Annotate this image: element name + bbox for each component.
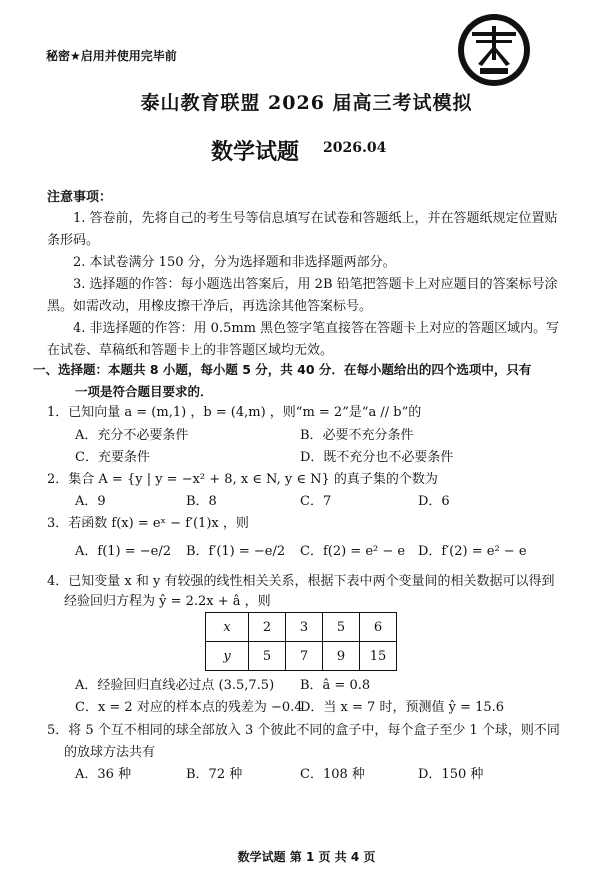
question-1-option-b: B．必要不充分条件 [300,428,414,443]
table-cell: 3 [286,613,323,642]
question-4-option-d: D．当 x = 7 时，预测值 ŷ = 15.6 [300,700,505,715]
question-3-option-a: A．f(1) = −e/2 [75,544,172,559]
data-table [205,612,397,671]
question-2-option-d: D．6 [418,494,450,509]
question-4-stem-line1: 4．已知变量 x 和 y 有较强的线性相关关系，根据下表中两个变量间的相关数据可以得到 [47,574,555,589]
subject-title: 数学试题 [211,140,300,165]
section-heading-line2: 一项是符合题目要求的． [75,384,213,399]
question-3-stem: 3．若函数 f(x) = eˣ − f′(1)x ，则 [47,516,249,531]
notice-item-4-text: 4. 非选择题的作答：用 0.5mm 黑色签字笔直接答在答题卡上对应的答题区域内。写在试卷、草稿纸和答题卡上的非答题区域均无效。 [47,321,560,358]
table-cell: 7 [286,642,323,671]
question-2-option-c: C．7 [300,494,332,509]
question-5-option-a: A．36 种 [75,767,132,782]
question-4-option-a: A．经验回归直线必过点 (3.5,7.5) [75,678,275,693]
question-3-option-b: B．f′(1) = −e/2 [186,544,286,559]
question-1-option-c: C．充要条件 [75,450,150,465]
question-2-option-b: B．8 [186,494,217,509]
institution-logo [456,12,532,88]
notice-item-3 [47,274,567,318]
question-5-option-b: B．72 种 [186,767,243,782]
question-5-stem-line2: 的放球方法共有 [64,745,156,760]
table-cell: 6 [360,613,397,642]
table-cell: 5 [323,613,360,642]
question-1-stem: 1．已知向量 a = (m,1) ，b = (4,m) ，则“m = 2”是“a // b”的 [47,405,422,420]
page-footer: 数学试题 第 1 页 共 4 页 [237,850,376,864]
table-cell: 15 [360,642,397,671]
question-1-option-a: A．充分不必要条件 [75,428,189,443]
question-2-stem: 2．集合 A = {y | y = −x² + 8, x ∈ N, y ∈ N} 的真子集的个数为 [47,472,438,487]
question-5-option-c: C．108 种 [300,767,365,782]
question-5-stem-line1: 5．将 5 个互不相同的球全部放入 3 个彼此不同的盒子中，每个盒子至少 1 个球，则不同 [47,723,560,738]
question-3-option-c: C．f(2) = e² − e [300,544,406,559]
table-row-x [206,613,397,642]
table-cell: 9 [323,642,360,671]
table-header-y: y [206,642,249,671]
notice-item-4 [47,318,567,362]
notice-item-1 [47,208,567,252]
notice-item-2-text: 2. 本试卷满分 150 分，分为选择题和非选择题两部分。 [73,255,396,270]
question-4-stem-line2: 经验回归方程为 ŷ = 2.2x + â ，则 [64,594,271,609]
exam-title: 泰山教育联盟 2026 届高三考试模拟 [140,92,473,114]
exam-date: 2026.04 [323,140,387,156]
question-4-option-b: B．â = 0.8 [300,678,371,693]
section-heading-line1: 一、选择题：本题共 8 小题，每小题 5 分，共 40 分．在每小题给出的四个选项中，只有 [33,362,532,377]
table-cell: 5 [249,642,286,671]
notice-item-3-text: 3. 选择题的作答：每小题选出答案后，用 2B 铅笔把答题卡上对应题目的答案标号涂黑。如需改动，用橡皮擦干净后，再选涂其他答案标号。 [47,277,558,314]
question-1-option-d: D．既不充分也不必要条件 [300,450,454,465]
question-5-option-d: D．150 种 [418,767,484,782]
notice-heading: 注意事项： [47,190,113,205]
notice-item-1-text: 1. 答卷前，先将自己的考生号等信息填写在试卷和答题纸上，并在答题纸规定位置贴条形码。 [47,211,558,248]
question-4-option-c: C．x = 2 对应的样本点的残差为 −0.4 [75,700,303,715]
question-2-option-a: A．9 [75,494,106,509]
confidential-label: 秘密★启用并使用完毕前 [46,49,177,63]
table-cell: 2 [249,613,286,642]
notice-item-2 [47,252,567,274]
table-row-y [206,642,397,671]
question-3-option-d: D．f′(2) = e² − e [418,544,527,559]
table-header-x: x [206,613,249,642]
